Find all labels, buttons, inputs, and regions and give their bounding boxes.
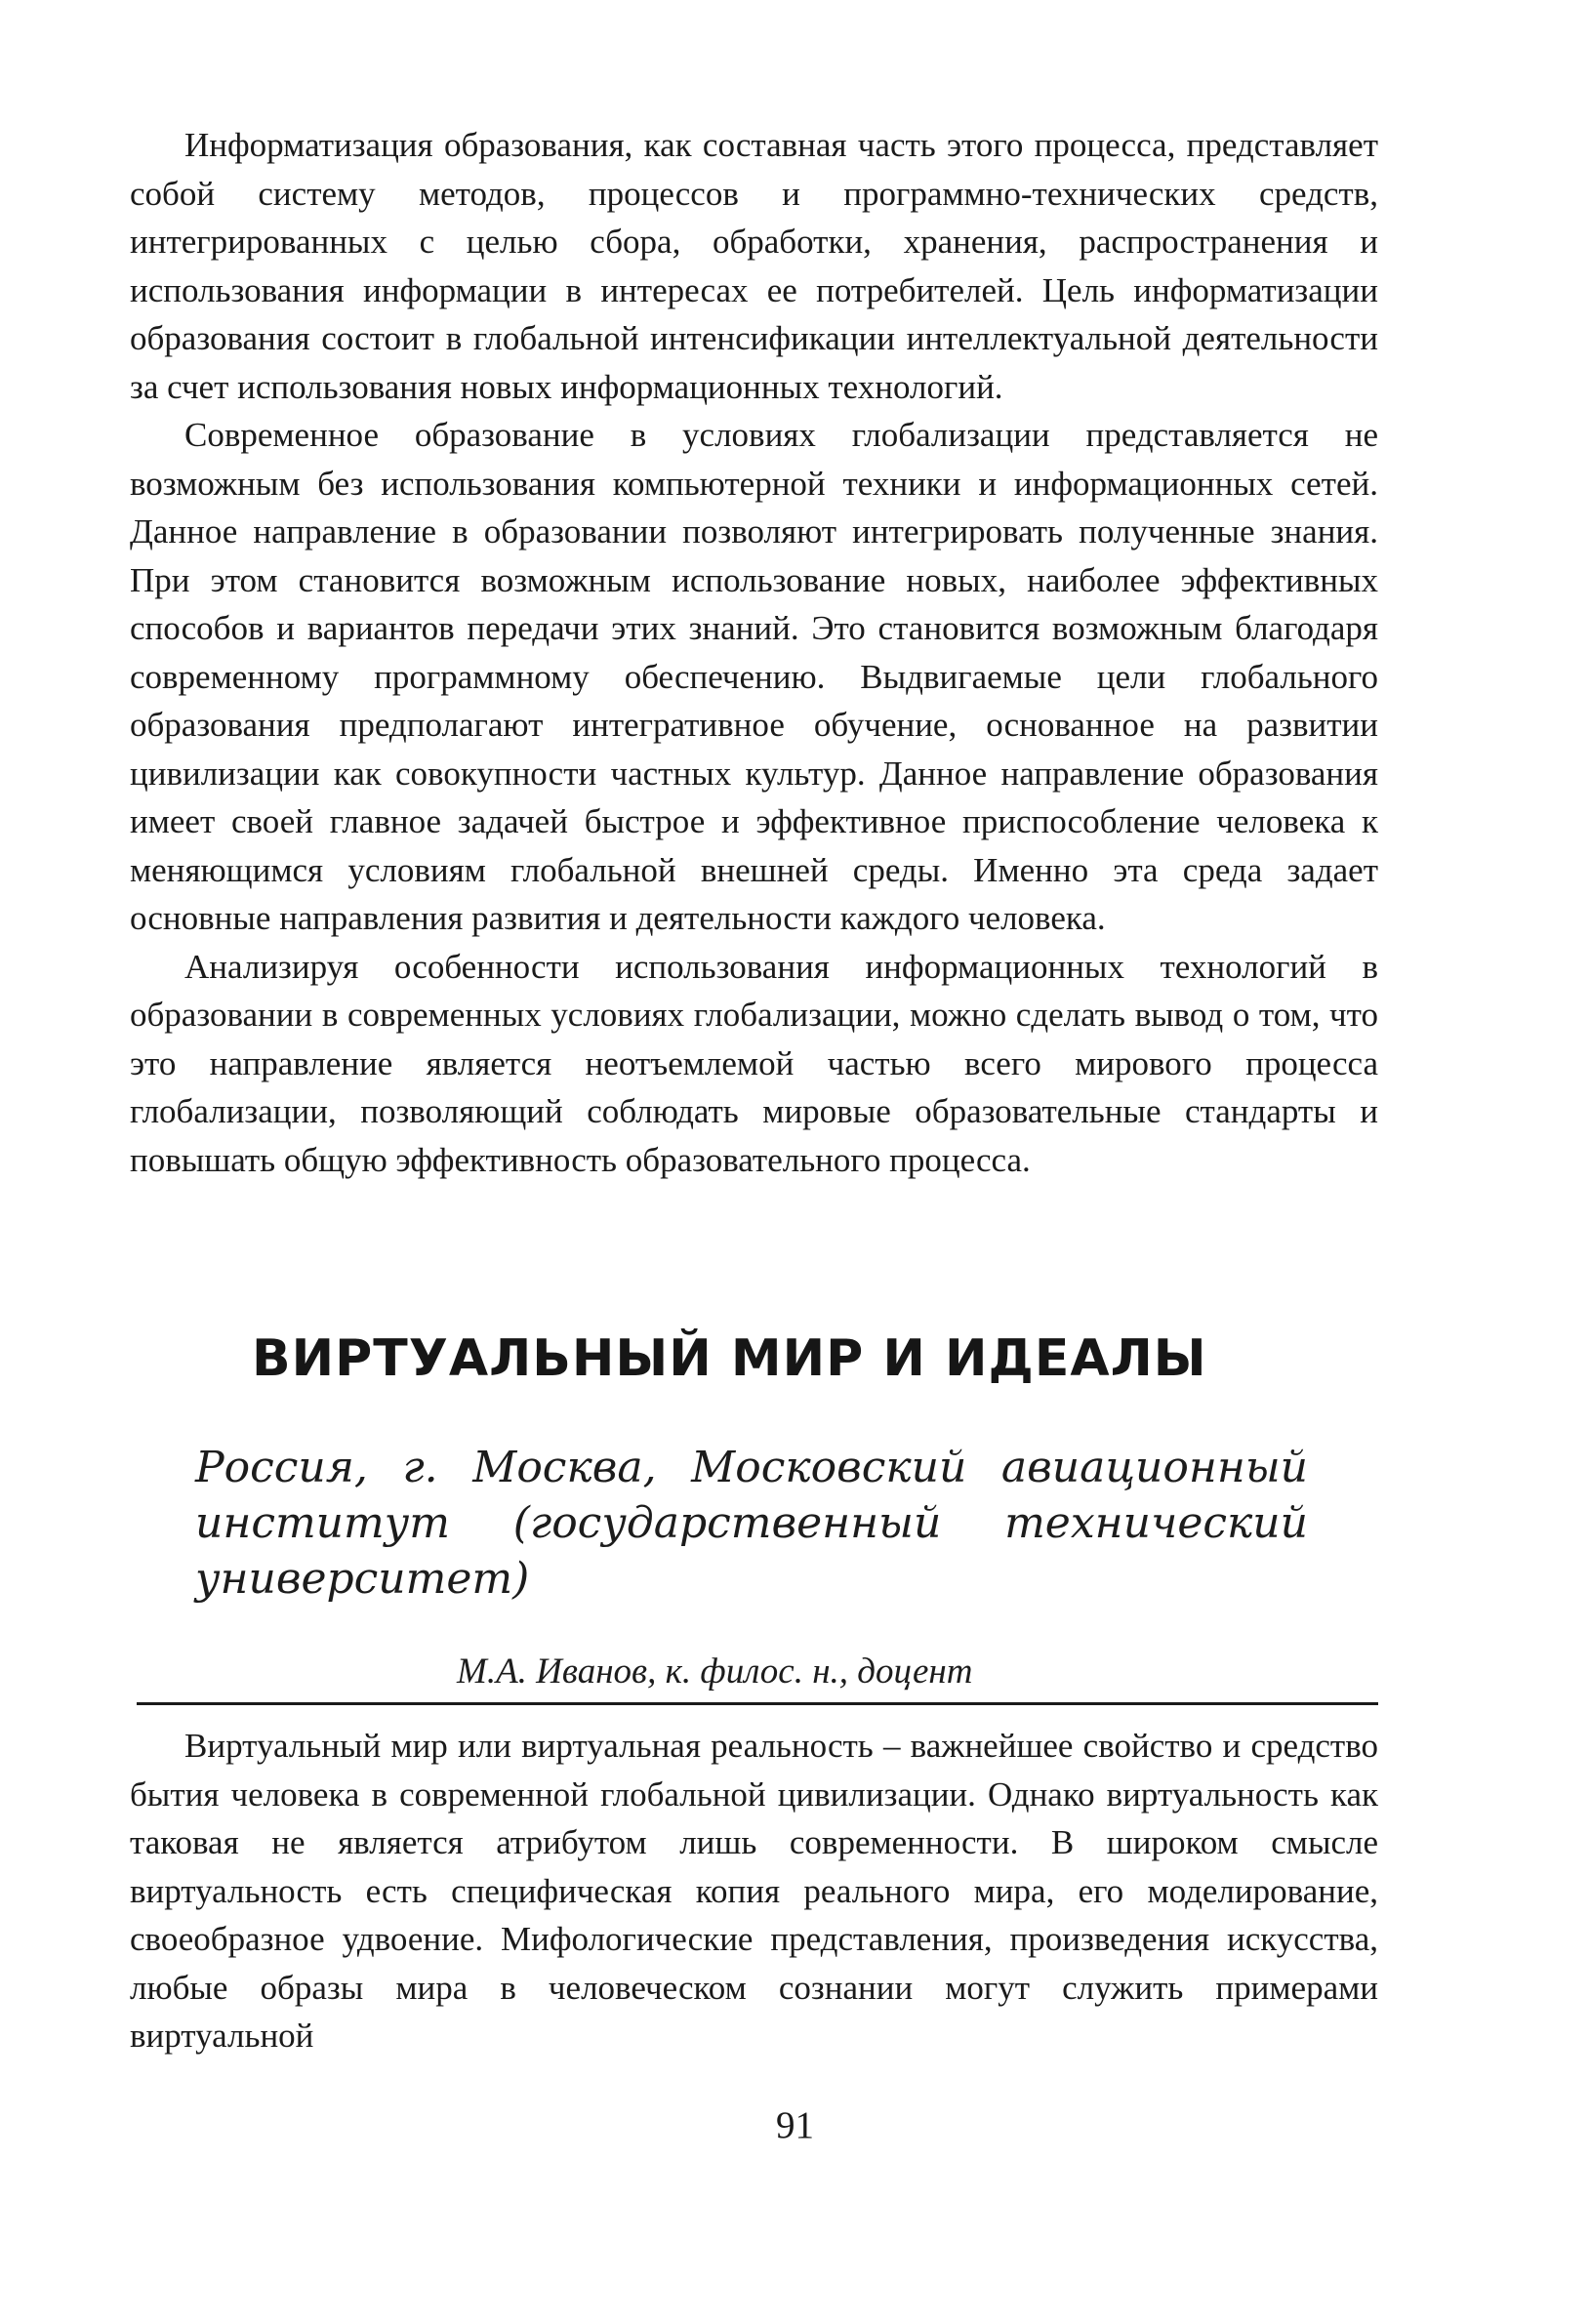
article-body	[130, 1722, 1378, 2060]
article-title: ВИРТУАЛЬНЫЙ МИР И ИДЕАЛЫ	[252, 1329, 1207, 1388]
article-author: М.А. Иванов, к. филос. н., доцент	[457, 1651, 973, 1692]
top-section-text	[130, 121, 1378, 1184]
page-number: 91	[776, 2104, 814, 2146]
paragraph-modern-education: Современное образование в условиях глобализации представляется не возможным без использования компьютерной техники и информационных сетей. Данное направление в образовании позволяют интегрировать полученные знания. При этом становится возможным использование новых, наиболее эффективных способов и вариантов передачи этих знаний. Это становится возможным благодаря современному программному обеспечению. Выдвигаемые цели глобального образования предполагают интегративное обучение, основанное на развитии цивилизации как совокупности частных культур. Данное направление образования имеет своей главное задачей быстрое и эффективное приспособление человека к меняющимся условиям глобальной внешней среды. Именно эта среда задает основные направления развития и деятельности каждого человека.	[130, 416, 1378, 937]
paragraph-informatization: Информатизация образования, как составная часть этого процесса, представляет собой систему методов, процессов и программно-технических средств, интегрированных с целью сбора, обработки, хранения, распространения и использования информации в интересах ее потребителей. Цель информатизации образования состоит в глобальной интенсификации интеллектуальной деятельности за счет использования новых информационных технологий.	[130, 126, 1378, 406]
author-divider	[137, 1702, 1378, 1705]
paragraph-virtual-world: Виртуальный мир или виртуальная реальность – важнейшее свойство и средство бытия человека в современной глобальной цивилизации. Однако виртуальность как таковая не является атрибутом лишь современности. В широком смысле виртуальность есть специфическая копия реального мира, его моделирование, своеобразное удвоение. Мифологические представления, произведения искусства, любые образы мира в человеческом сознании могут служить примерами виртуальной	[130, 1727, 1378, 2055]
article-affiliation: Россия, г. Москва, Московский авиационный институт (государственный технический университет)	[195, 1443, 1308, 1604]
paragraph-conclusion: Анализируя особенности использования информационных технологий в образовании в современных условиях глобализации, можно сделать вывод о том, что это направление является неотъемлемой частью всего мирового процесса глобализации, позволяющий соблюдать мировые образовательные стандарты и повышать общую эффективность образовательного процесса.	[130, 947, 1378, 1179]
